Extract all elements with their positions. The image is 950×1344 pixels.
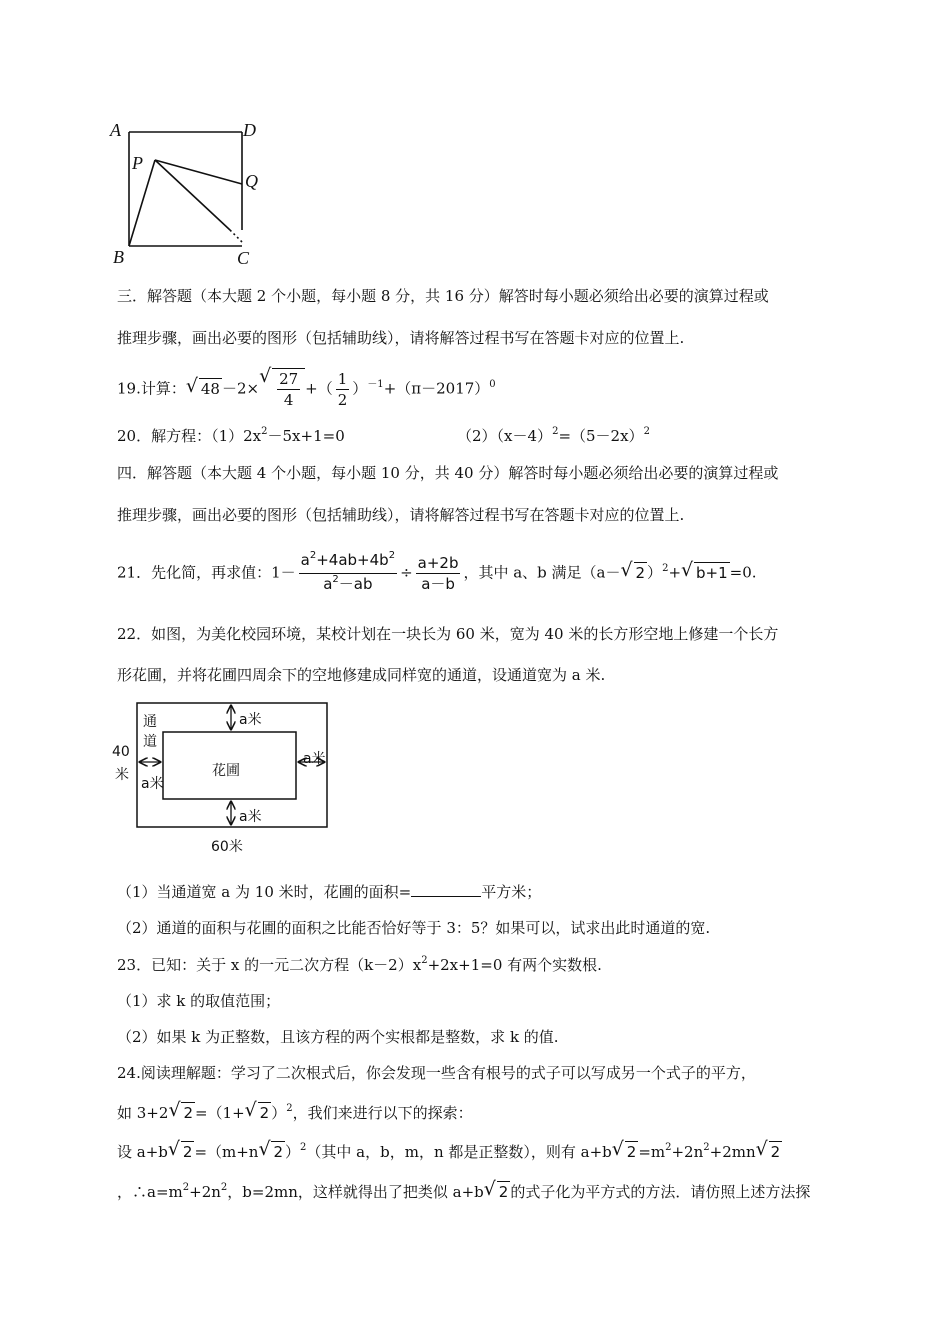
label-d: D: [243, 120, 256, 140]
sqrt-27-over-4: √ $\frac{27}{4}$: [261, 368, 305, 410]
question-21: 21．先化简，再求值：1－ $\frac{a^2+4ab+4b^2}{a^2-ab}$ ÷ $\frac{a+2b}{a-b}$ ，其中 a、b 满足（a－√ 2 ）$^2$+√ b+1 =0.: [117, 550, 757, 597]
label-height-40: 40: [112, 744, 130, 760]
label-channel-2: 道: [143, 734, 157, 750]
question-22-sub1: （1）当通道宽 a 为 10 米时，花圃的面积= 平方米；: [117, 883, 542, 901]
label-top-a: a米: [239, 712, 262, 728]
section3-heading-line2: 推理步骤，画出必要的图形（包括辅助线），请将解答过程书写在答题卡对应的位置上.: [117, 329, 685, 347]
label-c: C: [237, 248, 250, 268]
sqrt-b-plus-1: √ b+1: [683, 562, 730, 583]
question-22-line2: 形花圃，并将花圃四周余下的空地修建成同样宽的通道，设通道宽为 a 米.: [117, 666, 606, 684]
question-19: 19.计算：√ 48 －2× √ $\frac{27}{4}$ +（ $\frac{1}{2}$ ）$^{-1}+(\pi-2017)^0$: [117, 368, 496, 410]
section3-heading-line1: 三．解答题（本大题 2 个小题，每小题 8 分，共 16 分）解答时每小题必须给出必要的演算过程或: [117, 287, 769, 305]
question-22-line1: 22．如图，为美化校园环境，某校计划在一块长为 60 米，宽为 40 米的长方形空地上修建一个长方: [117, 625, 779, 643]
question-24-line3: 设 a+b√ 2 =（m+n√ 2 ）$^2$（其中 a，b，m，n 都是正整数），则有 a+b√ $2 =m^2+2n^2+2mn√$ 2: [117, 1141, 782, 1165]
question-24-line1: 24.阅读理解题：学习了二次根式后，你会发现一些含有根号的式子可以写成另一个式子的平方，: [117, 1064, 756, 1082]
fraction-q21-2: $\frac{a+2b}{a-b}$: [417, 554, 459, 593]
label-width-60: 60米: [211, 839, 243, 855]
section4-heading-line1: 四．解答题（本大题 4 个小题，每小题 10 分，共 40 分）解答时每小题必须给出必要的演算过程或: [117, 464, 779, 482]
label-b: B: [113, 247, 124, 267]
label-q: Q: [245, 171, 258, 191]
question-23-sub2: （2）如果 k 为正整数，且该方程的两个实根都是整数，求 k 的值.: [117, 1028, 559, 1046]
question-23: 23．已知：关于 x 的一元二次方程$(k-2)x^2+2x+1=0$ 有两个实数根.: [117, 955, 602, 974]
question-24-line2: 如 3+2√ 2 =（1+√ 2 ）$^2$，我们来进行以下的探索：: [117, 1102, 473, 1126]
answer-blank[interactable]: [411, 882, 481, 897]
segment-pc-dotted: [230, 230, 242, 242]
question-23-sub1: （1）求 k 的取值范围；: [117, 992, 281, 1010]
question-22-sub2: （2）通道的面积与花圃的面积之比能否恰好等于 3：5？如果可以，试求出此时通道的宽.: [117, 919, 711, 937]
sqrt-48: √ 48: [188, 378, 222, 399]
label-channel-1: 通: [143, 714, 157, 730]
sqrt-2: √ 2: [623, 562, 648, 583]
fraction-q21-1: $\frac{a^2+4ab+4b^2}{a^2-ab}$: [300, 550, 396, 593]
question-24-line4: ，$\therefore a=m^2+2n^2$，b=2mn，这样就得出了把类似 a+b√ 2 的式子化为平方式的方法．请仿照上述方法探: [117, 1181, 810, 1205]
fraction-half: $\frac{1}{2}$: [337, 370, 348, 409]
label-garden: 花圃: [212, 763, 240, 779]
question-20-part2: $(2)(x-4)^2=(5-2x)^2$: [457, 426, 650, 445]
label-bottom-a: a米: [239, 809, 262, 825]
label-left-a: a米: [141, 776, 164, 792]
q19-prefix: 19.计算：: [117, 379, 186, 398]
label-right-a: a米: [303, 751, 326, 767]
question-20-part1: 20．解方程：$(1)2x^2-5x+1=0$: [117, 426, 345, 445]
label-p: P: [132, 153, 143, 173]
label-a: A: [110, 120, 121, 140]
section4-heading-line2: 推理步骤，画出必要的图形（包括辅助线），请将解答过程书写在答题卡对应的位置上.: [117, 506, 685, 524]
label-height-unit: 米: [115, 767, 129, 783]
